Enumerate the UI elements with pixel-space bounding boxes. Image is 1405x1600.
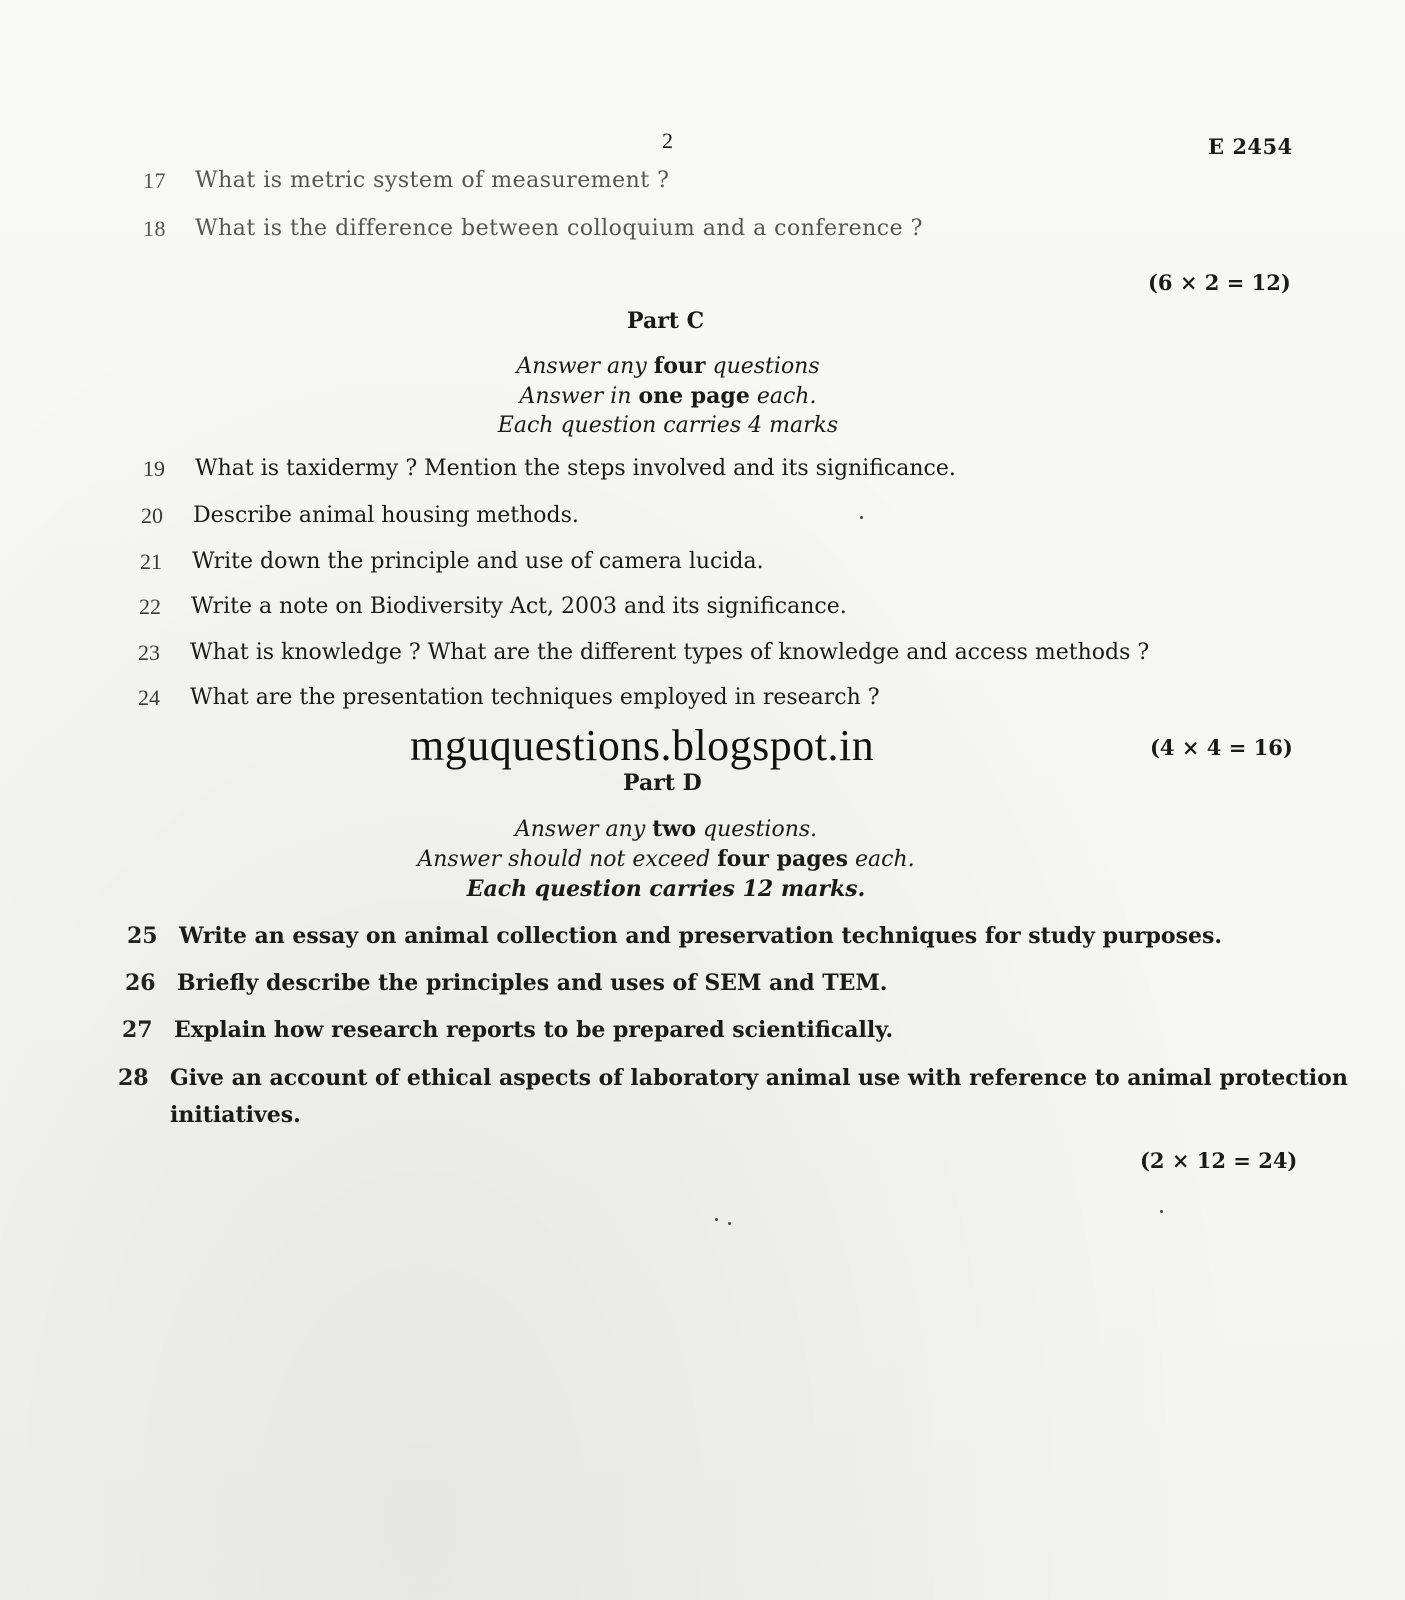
part-c-marks: (4 × 4 = 16) [1150,735,1293,760]
question-number: 22 [139,594,161,619]
question-number: 19 [143,456,165,481]
part-d-marks: (2 × 12 = 24) [1140,1148,1298,1173]
instruction-text: questions. [703,817,818,842]
instruction-text: Each question carries 4 marks [497,413,839,438]
instruction-text: Answer in [519,384,632,409]
question-number: 21 [140,549,162,574]
paper-code: E 2454 [1208,134,1293,159]
question-text-continuation: initiatives. [170,1102,301,1128]
part-d-title: Part D [623,770,702,796]
question-number: 23 [138,640,160,665]
question-number: 17 [143,168,166,193]
page-number: 2 [662,128,673,153]
scan-speck [860,516,863,519]
question-number: 26 [125,970,156,996]
instruction-text: Answer any [516,354,647,379]
instruction-emphasis: one page [638,383,750,409]
instruction-text: each. [756,384,817,409]
question-number: 27 [122,1017,153,1043]
blog-watermark: mguquestions.blogspot.in [410,721,875,770]
scan-speck [728,1222,731,1225]
question-number: 25 [127,923,158,949]
question-number: 24 [138,685,160,710]
question-text: Explain how research reports to be prepared scientifically. [174,1017,894,1043]
question-text: Write a note on Biodiversity Act, 2003 and its significance. [191,594,847,619]
question-number: 28 [118,1065,149,1091]
instruction-emphasis: four [653,353,706,379]
question-number: 18 [143,216,166,241]
question-text: Write an essay on animal collection and preservation techniques for study purposes. [179,923,1223,949]
instruction-text: each. [854,847,915,872]
instruction-text: questions [712,354,820,379]
question-text: Write down the principle and use of camera lucida. [192,549,764,574]
question-text: What is metric system of measurement ? [195,168,670,193]
part-d-instruction-3 [316,876,1016,902]
question-text: What is knowledge ? What are the different types of knowledge and access methods ? [190,640,1150,665]
instruction-text: Answer any [514,817,646,842]
question-text: What are the presentation techniques employed in research ? [190,685,880,710]
part-c-title: Part C [627,308,705,334]
scan-speck [1160,1210,1163,1213]
question-text: What is the difference between colloquium and a conference ? [195,216,923,241]
part-d-instruction-2 [316,846,1016,872]
question-text: What is taxidermy ? Mention the steps involved and its significance. [195,456,956,481]
part-c-instruction-1 [318,353,1018,379]
question-text: Give an account of ethical aspects of laboratory animal use with reference to animal protection [170,1065,1348,1091]
instruction-emphasis: two [652,816,697,842]
question-number: 20 [141,503,163,528]
instruction-text: Answer should not exceed [417,847,711,872]
instruction-emphasis: four pages [717,846,848,872]
part-c-instruction-2 [318,383,1018,409]
part-b-marks: (6 × 2 = 12) [1148,270,1291,295]
part-c-instruction-3 [318,413,1018,438]
part-d-instruction-1 [316,816,1016,842]
question-text: Describe animal housing methods. [193,503,579,528]
scan-speck [715,1218,718,1221]
instruction-text: Each question carries 12 marks. [466,876,866,902]
question-text: Briefly describe the principles and uses of SEM and TEM. [177,970,888,996]
